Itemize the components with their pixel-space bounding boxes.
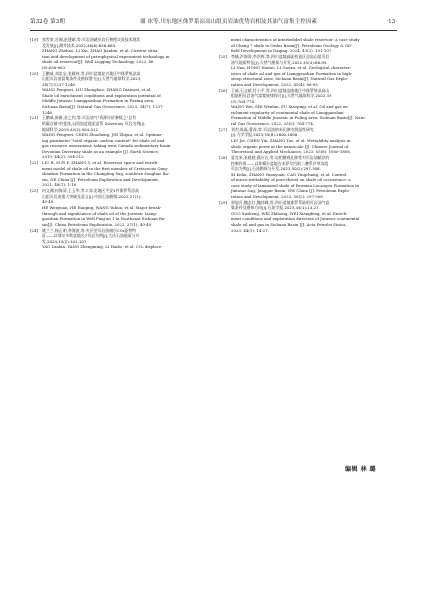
reference-line: 地球科学,2019,44(2):504-512. <box>42 126 100 132</box>
reference-line: 组陆相页岩油气富集规律探讨[J].天然气地球科学,2022,33 <box>231 93 332 99</box>
reference-line: Devonian Duvernay shale as an example [J]. Earth Science, <box>42 148 160 154</box>
reference-line: Formation of Middle Jurassic in Fuling area, Sichuan Basin[J]. Natu- <box>231 115 366 121</box>
reference-line: 山组页岩油重大突破及意义[J].中国石油勘探,2022,27(1): <box>42 193 142 199</box>
reference-line: 王鹏威,刘忠宝,张殿伟,等.四川盆地复兴地区中侏罗统凉高 <box>42 70 141 76</box>
reference-line: LIU Jie, CHEN Yin, ZHANG Tao, et al. Wettability analysis in <box>231 138 351 144</box>
reference-number: [20] <box>30 70 38 76</box>
reference-line: 发,2024,43(2):101-107. <box>42 238 88 244</box>
reference-number: [25] <box>219 54 227 60</box>
journal-volume: 第32卷 第3期 <box>30 19 65 25</box>
reference-entry <box>30 228 208 250</box>
reference-line: 山组页岩油富集条件及勘探潜力[J].天然气地球科学,2023, <box>42 76 142 82</box>
references-right-column <box>219 37 397 233</box>
reference-line: gas resource assessment: taking west Canada sedimentary basin <box>42 143 171 149</box>
reference-line: LIU B, SUN F, ZHANG Y, et al. Reservoir space and enrich- <box>42 160 159 166</box>
reference-line: ration and Development, 2022, 45(4): 86-95. <box>231 81 319 87</box>
reference-line: istics of shale oil and gas of Lianggaoshan Formation in high- <box>231 70 353 76</box>
reference-entry <box>30 160 208 188</box>
reference-line: Middle Jurassic Lianggaoshan Formation in Fuxing area, <box>42 98 155 104</box>
reference-line: ment characteristics of interbedded shale reservoir: a case study <box>231 37 360 42</box>
reference-line: 夏克来,张媛媛,操应长,等.岩相微观孔隙性对页岩油赋存的 <box>231 155 330 161</box>
reference-line: gaoshan Formation in Well Ping'an 1 in Northeast Sichuan Ba- <box>42 216 166 222</box>
reference-line: 2021, 48(1): 1-16. <box>42 182 78 188</box>
reference-line: Sichuan Basin[J]. Natural Gas Geoscience, 2023, 34(7): 1237- <box>42 103 164 109</box>
reference-line: shale organic pores at the nanoscale [J]. Chinese Journal of <box>231 143 349 149</box>
page-header <box>30 16 397 28</box>
reference-line: 及发展[J].测井技术,2022,46(6):656-663. <box>42 42 117 48</box>
reference-entry <box>219 88 397 127</box>
reference-line: richment regularity of continental shale of Lianggaoshan <box>231 109 344 115</box>
reference-entry <box>30 37 208 70</box>
reference-line: 王威,石文斌,付小平,等.四川盆地涪陵地区中侏罗统凉高山 <box>231 87 330 93</box>
reference-entry <box>219 37 397 54</box>
reference-line: of Chang 7 shale in Ordos Basin[J]. Petroleum Geology & Oil- <box>231 42 352 48</box>
reference-line: 1246. <box>42 109 54 115</box>
reference-line: 40-49. <box>42 199 55 205</box>
reference-line: 2019, 44(2): 504-512. <box>42 154 85 160</box>
reference-entry <box>30 115 208 159</box>
reference-line: 油气地质特征[J].天然气勘探与开发,2022,45(4):86-95. <box>231 59 328 65</box>
reference-line: 姚兰兰,杨正明,李海波,等.夹层型页岩油储层CO₂驱替特 <box>42 227 136 233</box>
reference-line: 郭旭升,魏志红,魏祥峰,等.四川盆地侏罗系陆相页岩油气富 <box>231 199 330 205</box>
reference-line: shankou Formation in the Changling Sag, southern Songliao Ba- <box>42 171 170 177</box>
reference-line: 王鹏威,陈筱,金之钧,等.页岩油气"资源评价参数之"总有 <box>42 115 137 121</box>
reference-line: WANG Pengwei, CHEN Zhuoheng, JIN Zhijun, et al. Optimiz- <box>42 132 163 138</box>
reference-line: steep structural zone, Sichuan Basin[J]. Natural Gas Explo- <box>231 76 349 82</box>
reference-line: ing parameter "total organic carbon content" for shale oil and <box>42 137 165 143</box>
reference-line: (5):764-774. <box>231 98 256 104</box>
reference-line: LI Nan, HONG Haitao, LI Guoxu, et al. Geological character- <box>231 65 352 71</box>
reference-line: GUO Xusheng, WEI Zhihong, WEI Xiangfeng, et al. Enrich- <box>231 210 348 216</box>
reference-line: 刘杰,陈磊,曹涛,等.页岩油纳米孔隙中润湿性研究 <box>231 126 314 132</box>
reference-number: [28] <box>219 155 227 161</box>
reference-line: [J].力学学报,2023,55(8):1800-1808. <box>231 132 299 138</box>
header-rule <box>30 30 397 31</box>
reference-line: WANG Wei, SHI Wenbin, FU Xiaoping, et al. Oil and gas en- <box>231 104 349 110</box>
reference-line: shale oil reservoir[J]. Well Logging Technology, 2022, 46 <box>42 59 154 65</box>
reference-number: [19] <box>30 37 38 42</box>
reference-number: [21] <box>30 115 38 121</box>
reference-line: YAO Lanlan, YANG Zhengming, LI Haibo, et al. CO₂ displace- <box>42 244 163 250</box>
reference-number: [24] <box>30 227 38 233</box>
page-number: ·13· <box>386 19 397 25</box>
reference-line: WANG Pengwei, LIU Zhongbao, ZHANG Dianwei, et al. <box>42 87 152 93</box>
reference-entry <box>30 188 208 227</box>
reference-line: 何文渊,何海清,王玉华,等.川东北地区平安1井侏罗系凉高 <box>42 188 139 194</box>
reference-line: 集条件及勘探方向[J].石油学报,2023,44(1):14-27. <box>231 205 320 211</box>
reference-entry <box>30 71 208 115</box>
reference-line: field Development in Daqing, 2024, 43(2): 101-107. <box>231 48 333 54</box>
reference-line: ment conditions and exploration direction of Jurassic continental <box>231 216 360 222</box>
reference-line: 征——以鄂尔多斯盆地长7页岩为例[J].大庆石油地质与开 <box>42 233 140 239</box>
reference-line: through and significance of shale oil of the Jurassic Liang- <box>42 210 158 216</box>
references-left-column <box>30 37 208 250</box>
reference-entry <box>219 127 397 155</box>
reference-entry <box>219 200 397 233</box>
reference-number: [22] <box>30 160 38 166</box>
reference-line: 34(7):1237-1246. <box>42 81 77 87</box>
running-title: 谢 冰等.川东地区侏罗系凉高山组页岩油优势岩相及其油气富集主控因素 <box>140 19 317 25</box>
reference-line: 页岩为例[J].石油勘探与开发,2023,50(2):297-308. <box>231 166 321 172</box>
reference-line: ment model of shale oil in the first member of Cretaceous Qing- <box>42 165 169 171</box>
reference-line: HE Wenyuan, HE Haiqing, WANG Yuhua, et al. Major break- <box>42 204 162 210</box>
reference-line: Theoretical and Applied Mechanics, 2023, 55(8): 1800-1808. <box>231 149 351 155</box>
reference-line: ration and Development, 2023, 50(2): 297-308. <box>231 193 324 199</box>
editor-credit: 编辑 林 璐 <box>345 466 377 473</box>
reference-line: sin[J]. China Petroleum Exploration, 2022, 27(1): 40-49. <box>42 221 153 227</box>
reference-line: 2023, 44(1): 14-27. <box>231 227 269 233</box>
reference-line: tion and development of petrophysical experiment technology in <box>42 53 170 59</box>
reference-line: 机碳含量"的优选,以西加盆地泥盆系 Duvernay 页岩为例[J]. <box>42 120 146 126</box>
reference-line: shale oil and gas in Sichuan Basin [J]. Acta Petrolei Sinica, <box>231 222 347 227</box>
reference-line: 张哲豪,谷湘,赵建斌,等.页岩油储层岩石物理实验技术现状 <box>42 37 141 42</box>
reference-line: Shale oil enrichment conditions and exploration potential of <box>42 92 161 98</box>
reference-line: Jimusar Sag, Junggar Basin, NW China [J]. Petroleum Explo- <box>231 188 351 194</box>
reference-line: case study of laminated shale of Permian Lucaogou Formation in <box>231 182 360 188</box>
reference-line: ral Gas Geoscience, 2022, 33(5): 764-774. <box>231 120 315 126</box>
reference-entry <box>219 54 397 87</box>
reference-line: of micro-wettability of pore-throat on shale oil occurrence: a <box>231 177 351 183</box>
reference-entry <box>219 155 397 199</box>
reference-number: [27] <box>219 126 227 132</box>
reference-line: ZHANG Zhehao, LI Xin, ZHAO Jianbin, et al. Current situa- <box>42 48 159 54</box>
reference-number: [23] <box>30 188 38 194</box>
reference-line: sin, NE China [J]. Petroleum Exploration and Development, <box>42 176 160 182</box>
reference-line: (6):656-663. <box>42 64 67 70</box>
reference-number: [26] <box>219 87 227 93</box>
reference-line: XI Kelai, ZHANG Yuanyuan, CAO Yingchang, et al. Control <box>231 171 347 177</box>
reference-number: [29] <box>219 199 227 205</box>
reference-line: 控制作用——以准噶尔盆地吉木萨尔凹陷二叠系芦草沟组 <box>231 160 329 166</box>
reference-line: 李楠,洪海涛,李洪辉,等.四川盆地高陡构造区凉高山组页岩 <box>231 54 330 60</box>
